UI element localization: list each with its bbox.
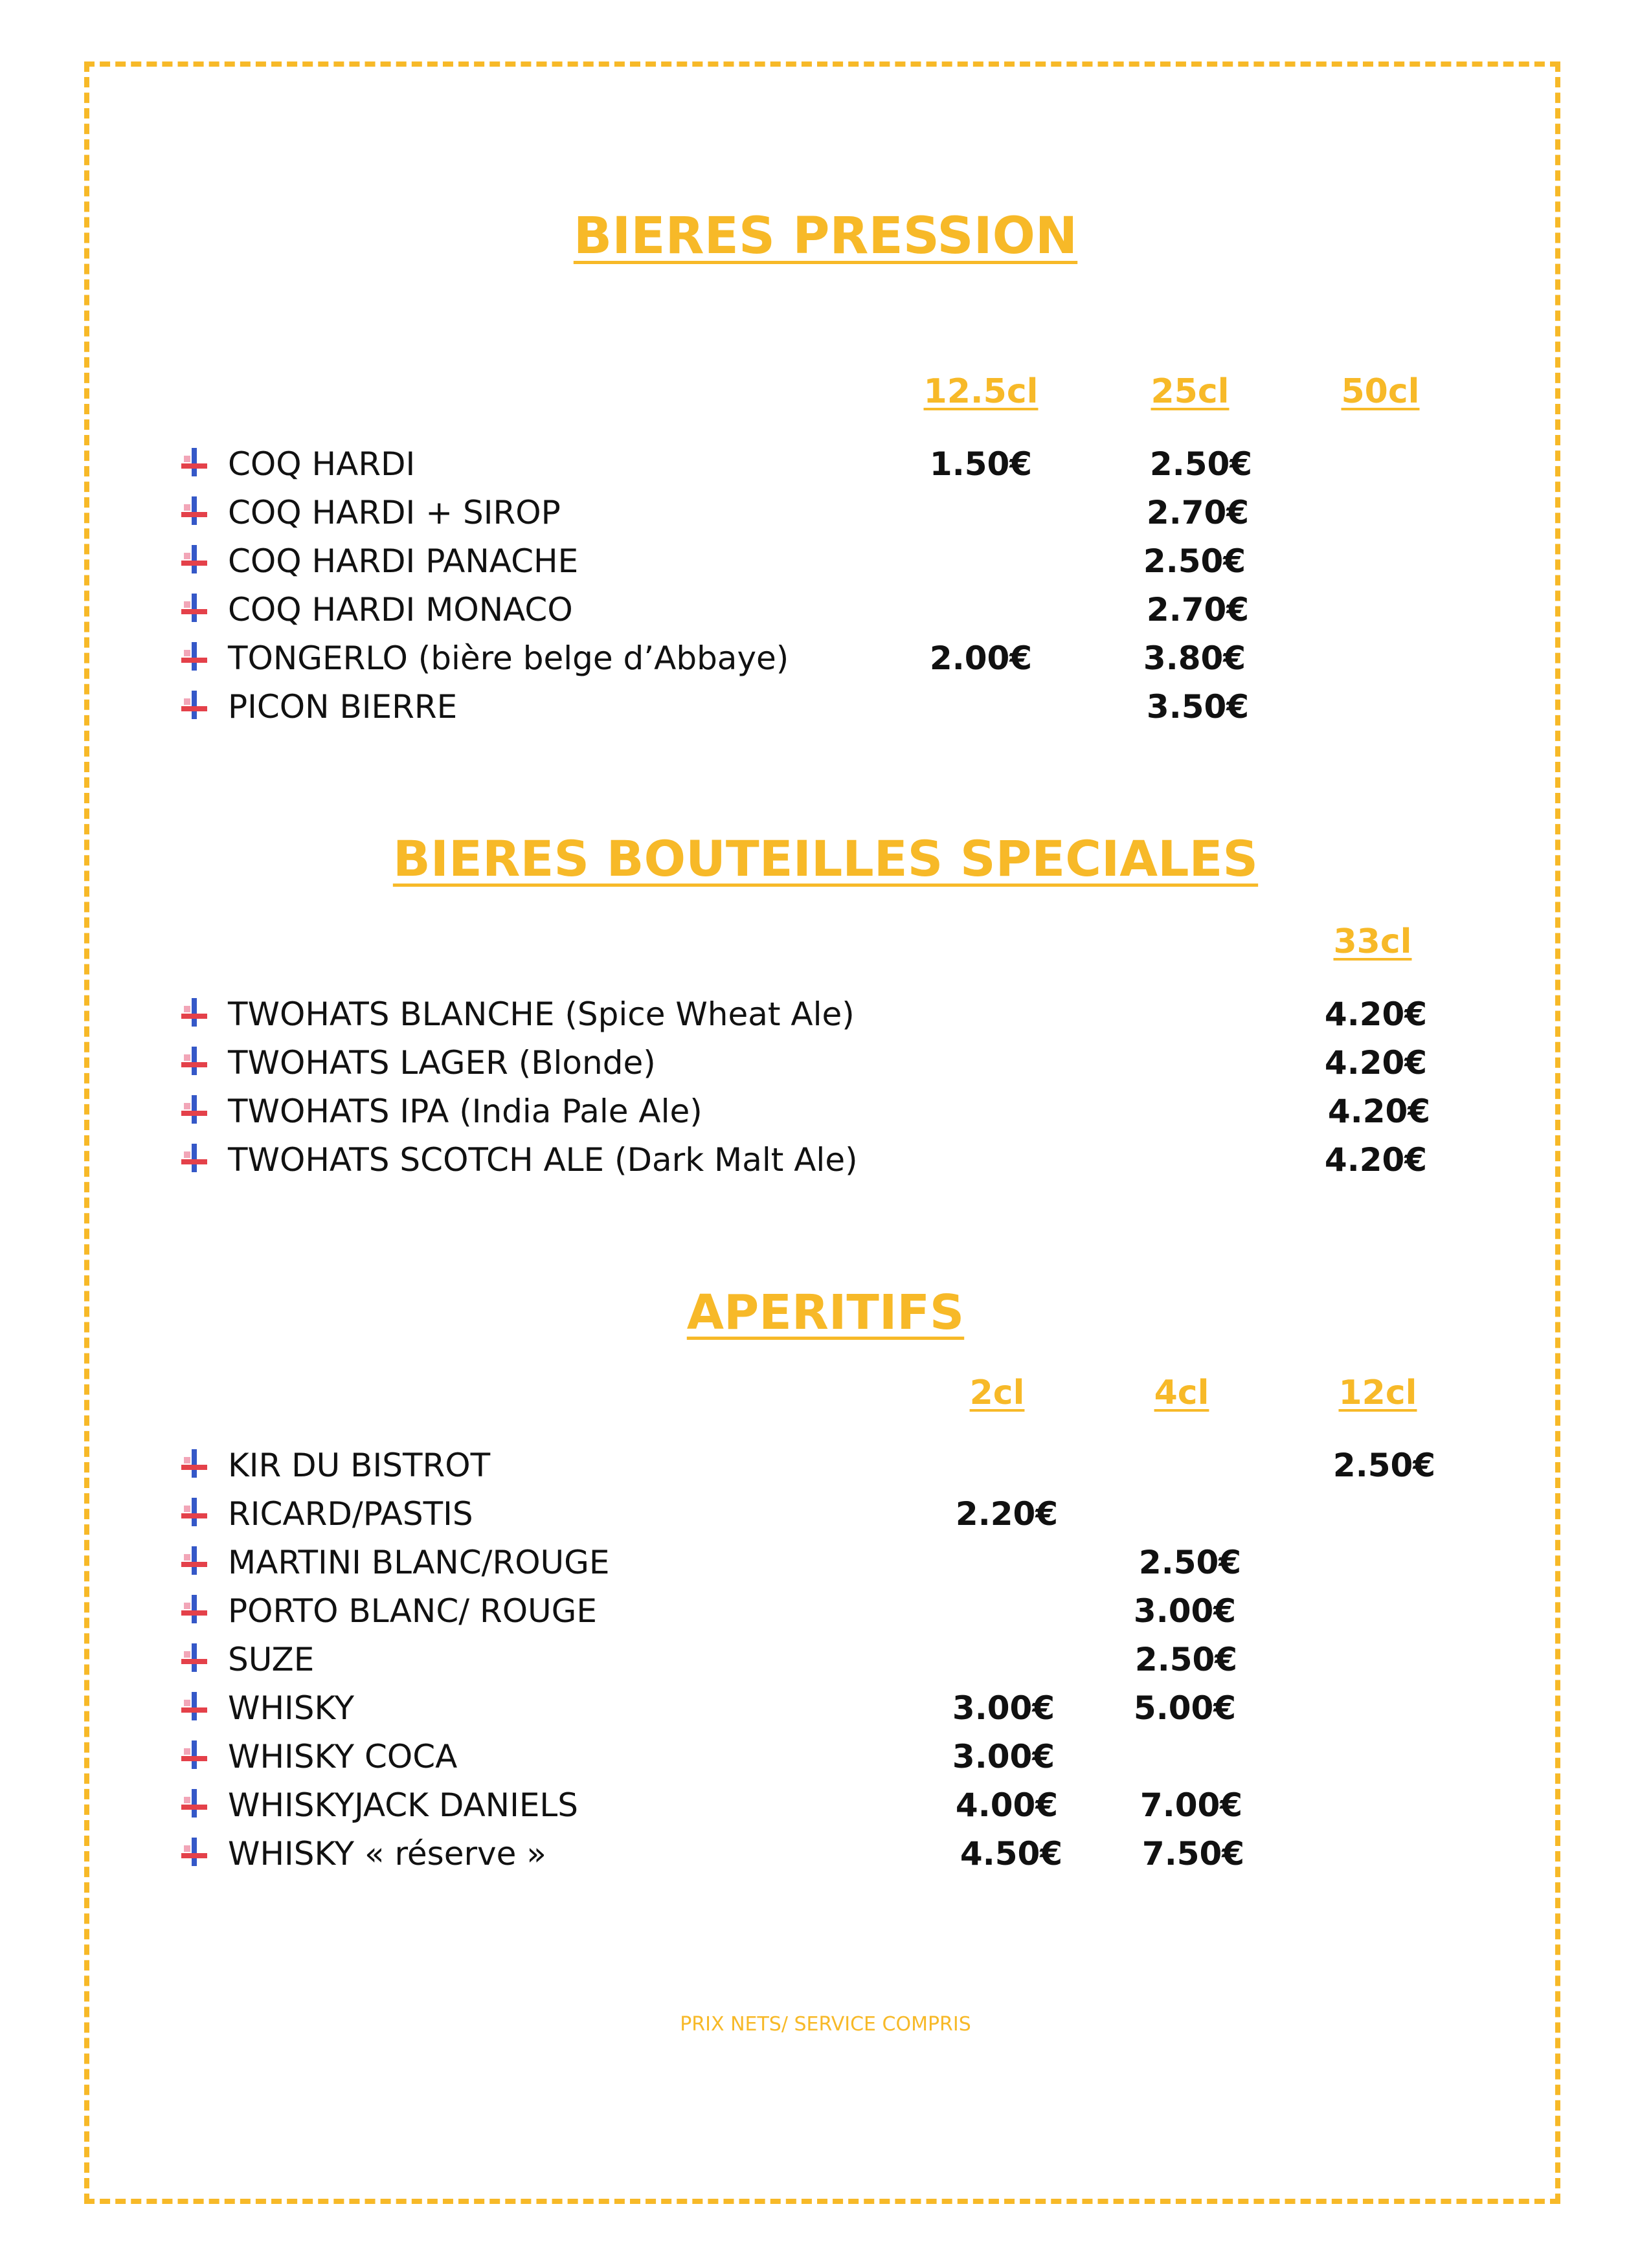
cross-bullet-icon: [181, 1740, 207, 1769]
cross-bullet-icon: [181, 691, 207, 719]
menu-item-row: [0, 586, 1651, 634]
item-price-25cl: 2.70€: [1146, 494, 1250, 531]
item-price-12cl: 2.50€: [1332, 1447, 1436, 1484]
item-price-4cl: 7.50€: [1141, 1835, 1245, 1873]
cross-bullet-icon: [181, 1144, 207, 1172]
item-name: COQ HARDI + SIROP: [228, 494, 561, 531]
section-title-aperitifs: APERITIFS: [686, 1285, 965, 1340]
item-name: TWOHATS BLANCHE (Spice Wheat Ale): [228, 995, 855, 1033]
column-header-12-5cl: 12.5cl: [923, 372, 1039, 411]
item-price-12-5cl: 2.00€: [929, 639, 1033, 677]
item-name: MARTINI BLANC/ROUGE: [228, 1544, 610, 1581]
cross-bullet-icon: [181, 594, 207, 622]
item-price-2cl: 3.00€: [952, 1689, 1055, 1727]
item-price-25cl: 3.50€: [1146, 688, 1250, 726]
item-price-25cl: 2.50€: [1149, 445, 1253, 483]
item-price-25cl: 2.70€: [1146, 591, 1250, 628]
menu-item-row: [0, 1539, 1651, 1587]
cross-bullet-icon: [181, 1692, 207, 1720]
cross-bullet-icon: [181, 448, 207, 476]
item-name: TWOHATS SCOTCH ALE (Dark Malt Ale): [228, 1141, 858, 1179]
menu-item-row: [0, 1039, 1651, 1087]
cross-bullet-icon: [181, 1047, 207, 1075]
column-header-50cl: 50cl: [1341, 372, 1420, 411]
item-price-33cl: 4.20€: [1324, 1141, 1428, 1179]
menu-item-row: [0, 1830, 1651, 1878]
cross-bullet-icon: [181, 1095, 207, 1124]
section-title-bieres-bouteilles-speciales: BIERES BOUTEILLES SPECIALES: [392, 830, 1259, 887]
menu-item-row: [0, 634, 1651, 683]
cross-bullet-icon: [181, 1789, 207, 1818]
menu-item-row: [0, 990, 1651, 1039]
item-price-2cl: 4.50€: [960, 1835, 1063, 1873]
menu-item-row: [0, 440, 1651, 489]
item-name: WHISKYJACK DANIELS: [228, 1786, 579, 1824]
cross-bullet-icon: [181, 1595, 207, 1623]
item-price-33cl: 4.20€: [1327, 1093, 1431, 1130]
item-name: PICON BIERRE: [228, 688, 458, 726]
item-price-4cl: 2.50€: [1138, 1544, 1242, 1581]
column-header-12cl: 12cl: [1338, 1373, 1417, 1412]
cross-bullet-icon: [181, 998, 207, 1027]
item-name: COQ HARDI PANACHE: [228, 542, 579, 580]
item-name: TWOHATS LAGER (Blonde): [228, 1044, 656, 1082]
menu-item-row: [0, 1587, 1651, 1636]
item-price-12-5cl: 1.50€: [929, 445, 1033, 483]
menu-item-row: [0, 537, 1651, 586]
section-title-bieres-pression: BIERES PRESSION: [573, 207, 1078, 265]
cross-bullet-icon: [181, 1643, 207, 1672]
item-name: WHISKY: [228, 1689, 355, 1727]
cross-bullet-icon: [181, 1838, 207, 1866]
menu-item-row: [0, 1733, 1651, 1781]
item-name: KIR DU BISTROT: [228, 1447, 491, 1484]
cross-bullet-icon: [181, 1449, 207, 1478]
item-name: PORTO BLANC/ ROUGE: [228, 1592, 597, 1630]
item-name: WHISKY COCA: [228, 1738, 458, 1775]
cross-bullet-icon: [181, 545, 207, 573]
item-name: TWOHATS IPA (India Pale Ale): [228, 1093, 702, 1130]
menu-item-row: [0, 489, 1651, 537]
menu-item-row: [0, 683, 1651, 731]
menu-item-row: [0, 1636, 1651, 1684]
item-price-4cl: 7.00€: [1140, 1786, 1243, 1824]
column-header-2cl: 2cl: [969, 1373, 1025, 1412]
menu-item-row: [0, 1490, 1651, 1539]
menu-item-row: [0, 1441, 1651, 1490]
item-price-33cl: 4.20€: [1324, 1044, 1428, 1082]
item-name: COQ HARDI MONACO: [228, 591, 573, 628]
menu-item-row: [0, 1087, 1651, 1136]
item-name: WHISKY « réserve »: [228, 1835, 546, 1873]
item-name: TONGERLO (bière belge d’Abbaye): [228, 639, 789, 677]
item-name: RICARD/PASTIS: [228, 1495, 473, 1533]
column-header-25cl: 25cl: [1151, 372, 1230, 411]
item-name: SUZE: [228, 1641, 315, 1678]
menu-item-row: [0, 1781, 1651, 1830]
cross-bullet-icon: [181, 496, 207, 525]
cross-bullet-icon: [181, 1546, 207, 1575]
menu-item-row: [0, 1136, 1651, 1184]
cross-bullet-icon: [181, 1498, 207, 1526]
item-price-4cl: 3.00€: [1133, 1592, 1237, 1630]
item-name: COQ HARDI: [228, 445, 416, 483]
item-price-4cl: 2.50€: [1134, 1641, 1238, 1678]
column-header-33cl: 33cl: [1333, 922, 1412, 961]
cross-bullet-icon: [181, 642, 207, 671]
item-price-2cl: 4.00€: [955, 1786, 1059, 1824]
item-price-25cl: 3.80€: [1143, 639, 1246, 677]
item-price-2cl: 3.00€: [952, 1738, 1055, 1775]
item-price-4cl: 5.00€: [1133, 1689, 1237, 1727]
column-header-4cl: 4cl: [1154, 1373, 1209, 1412]
footer-note: PRIX NETS/ SERVICE COMPRIS: [680, 2013, 971, 2036]
item-price-25cl: 2.50€: [1143, 542, 1246, 580]
menu-item-row: [0, 1684, 1651, 1733]
item-price-33cl: 4.20€: [1324, 995, 1428, 1033]
item-price-2cl: 2.20€: [955, 1495, 1059, 1533]
